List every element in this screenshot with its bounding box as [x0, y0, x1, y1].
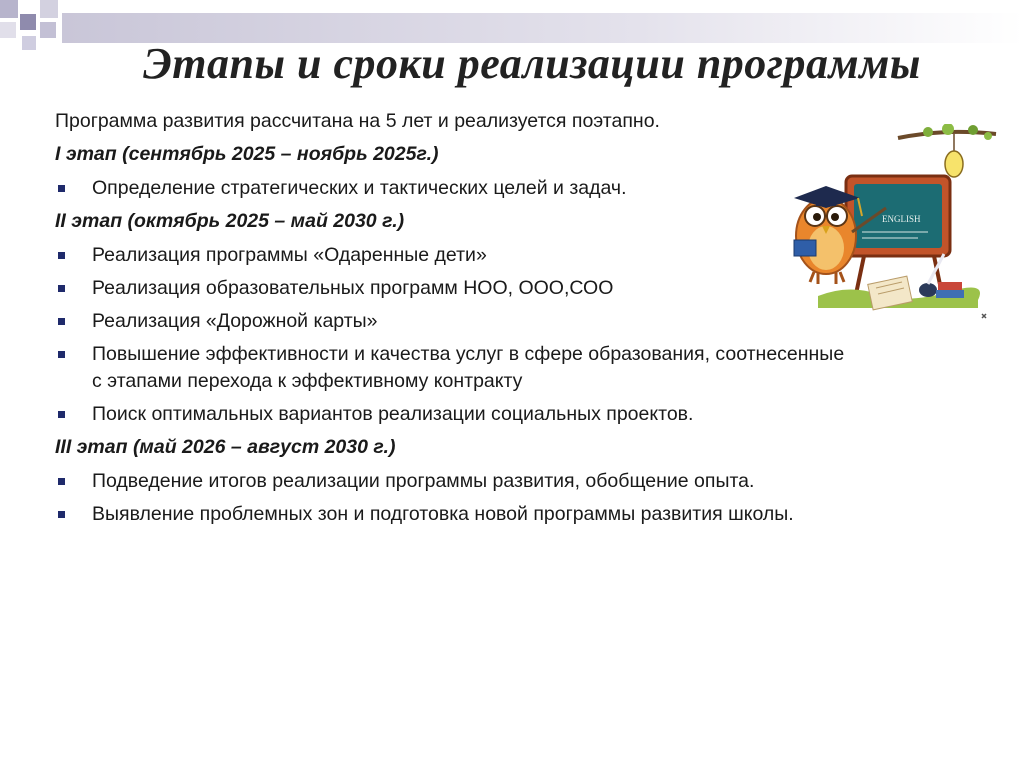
square-bullet-icon	[58, 185, 65, 192]
stage-3-heading: III этап (май 2026 – август 2030 г.)	[55, 436, 396, 458]
list-item-text: Определение стратегических и тактических целей и задач.	[92, 177, 627, 199]
list-item-text: Реализация программы «Одаренные дети»	[92, 244, 487, 266]
board-text: ENGLISH	[882, 214, 921, 224]
list-item-text: Подведение итогов реализации программы развития, обобщение опыта.	[92, 470, 755, 492]
list-item	[55, 401, 845, 428]
square-bullet-icon	[58, 511, 65, 518]
stage-3-list	[55, 468, 845, 528]
list-item-text: Выявление проблемных зон и подготовка новой программы развития школы.	[92, 503, 794, 525]
stage-1-heading: I этап (сентябрь 2025 – ноябрь 2025г.)	[55, 143, 439, 165]
square-bullet-icon	[58, 411, 65, 418]
list-item	[55, 175, 845, 202]
square-bullet-icon	[58, 351, 65, 358]
owl-teacher-chalkboard-icon	[778, 124, 1000, 330]
list-item-text: Повышение эффективности и качества услуг в сфере образования, соотнесенные с этапами перехода к эффективному контракту	[92, 343, 845, 392]
list-item	[55, 275, 845, 302]
list-item	[55, 341, 845, 395]
list-item	[55, 468, 845, 495]
stage-2-heading: II этап (октябрь 2025 – май 2030 г.)	[55, 210, 405, 232]
list-item	[55, 308, 845, 335]
stage-2-list	[55, 242, 845, 428]
intro-text: Программа развития рассчитана на 5 лет и реализуется поэтапно.	[55, 110, 660, 132]
list-item-text: Реализация «Дорожной карты»	[92, 310, 378, 332]
square-bullet-icon	[58, 285, 65, 292]
list-item	[55, 242, 845, 269]
square-bullet-icon	[58, 252, 65, 259]
page-title: Этапы и сроки реализации программы	[143, 39, 921, 88]
content-body	[55, 108, 845, 534]
square-bullet-icon	[58, 318, 65, 325]
list-item-text: Поиск оптимальных вариантов реализации социальных проектов.	[92, 403, 694, 425]
square-bullet-icon	[58, 478, 65, 485]
list-item	[55, 501, 845, 528]
stage-1-list	[55, 175, 845, 202]
list-item-text: Реализация образовательных программ НОО, ООО,СОО	[92, 277, 614, 299]
